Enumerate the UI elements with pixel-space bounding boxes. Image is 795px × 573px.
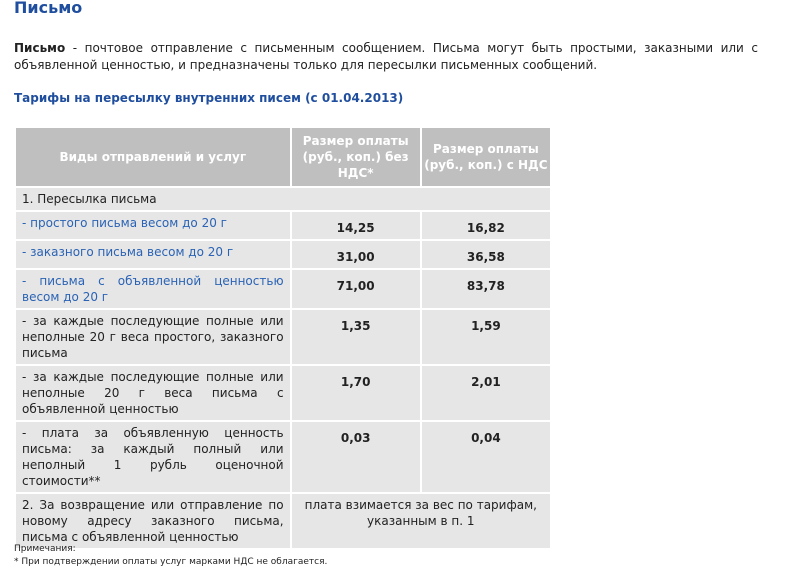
price-vat: 36,58	[422, 241, 550, 268]
price-no-vat: 31,00	[292, 241, 420, 268]
price-vat: 16,82	[422, 212, 550, 239]
row-label: - заказного письма весом до 20 г	[16, 241, 290, 268]
header-price-vat: Размер оплаты (руб., коп.) с НДС	[422, 128, 550, 186]
intro-term: Письмо	[14, 41, 66, 55]
section-2-label: 2. За возвращение или отправление по новому адресу заказного письма, письма с объявленной ценностью	[16, 494, 290, 548]
price-no-vat: 14,25	[292, 212, 420, 239]
header-services: Виды отправлений и услуг	[16, 128, 290, 186]
table-row	[16, 310, 550, 364]
section-1-label: 1. Пересылка письма	[16, 188, 550, 210]
notes-heading: Примечания:	[14, 544, 76, 554]
table-row	[16, 422, 550, 492]
price-vat: 83,78	[422, 270, 550, 308]
tariff-table	[14, 126, 552, 550]
price-no-vat: 71,00	[292, 270, 420, 308]
table-row	[16, 188, 550, 210]
table-row	[16, 366, 550, 420]
table-row	[16, 494, 550, 548]
table-row	[16, 212, 550, 239]
row-label: - письма с объявленной ценностью весом до 20 г	[16, 270, 290, 308]
row-label: - простого письма весом до 20 г	[16, 212, 290, 239]
price-no-vat: 1,70	[292, 366, 420, 420]
table-row	[16, 241, 550, 268]
intro-text: - почтовое отправление с письменным сообщением. Письма могут быть простыми, заказными или с объявленной ценностью, и предназначены только для пересылки письменных сообщений.	[14, 41, 758, 72]
page-title: Письмо	[14, 0, 83, 17]
price-no-vat: 1,35	[292, 310, 420, 364]
intro-paragraph	[14, 40, 758, 74]
price-vat: 0,04	[422, 422, 550, 492]
note-item: * При подтверждении оплаты услуг марками НДС не облагается.	[14, 557, 328, 567]
price-vat: 1,59	[422, 310, 550, 364]
header-price-no-vat: Размер оплаты (руб., коп.) без НДС*	[292, 128, 420, 186]
price-no-vat: 0,03	[292, 422, 420, 492]
price-vat: 2,01	[422, 366, 550, 420]
table-row	[16, 270, 550, 308]
notes	[14, 543, 327, 569]
section-2-value: плата взимается за вес по тарифам, указанным в п. 1	[292, 494, 550, 548]
row-label: - плата за объявленную ценность письма: за каждый полный или неполный 1 рубль оценочной стоимости**	[16, 422, 290, 492]
tariff-subtitle: Тарифы на пересылку внутренних писем (с 01.04.2013)	[14, 91, 404, 105]
row-label: - за каждые последующие полные или неполные 20 г веса простого, заказного письма	[16, 310, 290, 364]
row-label: - за каждые последующие полные или неполные 20 г веса письма с объявленной ценностью	[16, 366, 290, 420]
